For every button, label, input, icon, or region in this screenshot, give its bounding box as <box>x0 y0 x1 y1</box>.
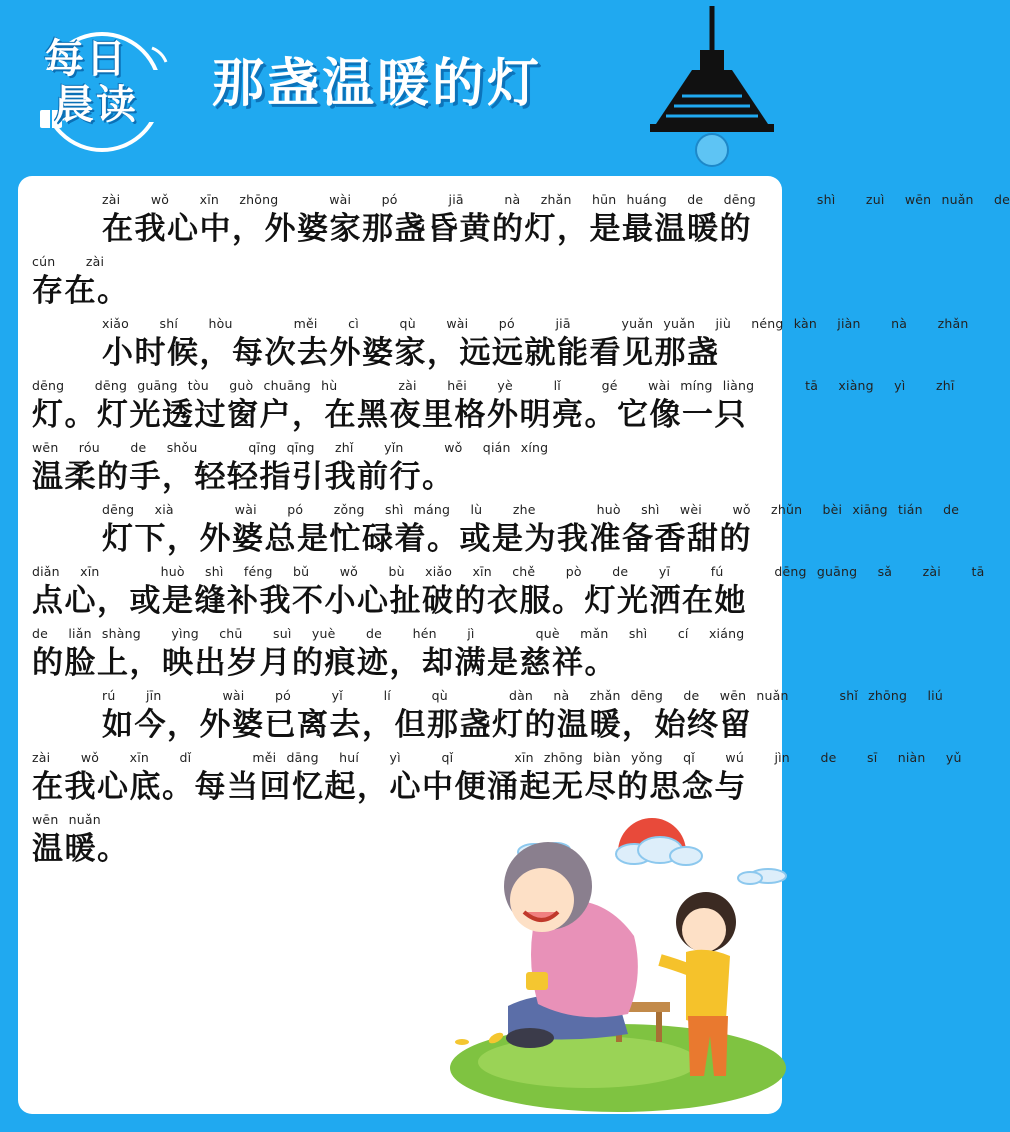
hanzi-line: 温暖。 <box>32 831 130 867</box>
content-card <box>18 176 1010 1114</box>
pinyin-line: de liǎn shàng yìng chū suì yuè de hén jì què mǎn shì cí xiáng <box>32 626 745 641</box>
pinyin-line: zài wǒ xīn dǐ měi dāng huí yì qǐ xīn zhōng biàn yǒng qǐ wú jìn de sī niàn yǔ <box>32 750 962 765</box>
text-line <box>32 680 943 743</box>
pinyin-line: wēn róu de shǒu qīng qīng zhǐ yǐn wǒ qián xíng <box>32 440 549 455</box>
pinyin-line: rú jīn wài pó yǐ lí qù dàn nà zhǎn dēng de wēn nuǎn shǐ zhōng liú <box>102 688 943 703</box>
badge-text <box>44 36 184 128</box>
hanzi-line: 存在。 <box>32 273 130 309</box>
text-line <box>32 370 955 433</box>
hanzi-line: 灯下，外婆总是忙碌着。或是为我准备香甜的 <box>102 521 752 557</box>
text-line <box>32 742 962 805</box>
text-line <box>32 556 985 619</box>
page-title: 那盏温暖的灯 <box>212 54 543 114</box>
hanzi-line: 点心，或是缝补我不小心扯破的衣服。灯光洒在她 <box>32 583 747 619</box>
badge-line-2: 晨读 <box>54 82 138 128</box>
pinyin-line: wēn nuǎn <box>32 812 101 827</box>
hanzi-line: 小时候，每次去外婆家，远远就能看见那盏 <box>102 335 720 371</box>
pinyin-line: cún zài <box>32 254 105 269</box>
hanging-lamp-icon <box>640 6 780 166</box>
hanzi-line: 灯。灯光透过窗户，在黑夜里格外明亮。它像一只 <box>32 397 747 433</box>
pinyin-line: dēng dēng guāng tòu guò chuāng hù zài hēi yè lǐ gé wài míng liàng tā xiàng yì zhī <box>32 378 955 393</box>
daily-reading-badge <box>34 30 184 160</box>
badge-line-1: 每日 <box>44 36 128 82</box>
pinyin-line: dēng xià wài pó zǒng shì máng lù zhe huò shì wèi wǒ zhǔn bèi xiāng tián de <box>102 502 960 517</box>
grandma-and-child-illustration <box>438 806 782 1116</box>
text-line <box>32 618 772 680</box>
hanzi-line: 温柔的手，轻轻指引我前行。 <box>32 459 455 495</box>
text-line <box>32 494 960 557</box>
reading-text <box>32 184 1010 867</box>
hanzi-line: 在我心中，外婆家那盏昏黄的灯，是最温暖的 <box>102 211 752 247</box>
text-line <box>32 308 969 371</box>
pinyin-line: zài wǒ xīn zhōng wài pó jiā nà zhǎn hūn huáng de dēng shì zuì wēn nuǎn de <box>102 192 1010 207</box>
text-line <box>32 246 772 308</box>
hanzi-line: 在我心底。每当回忆起，心中便涌起无尽的思念与 <box>32 769 747 805</box>
text-line <box>32 184 1010 247</box>
hanzi-line: 如今，外婆已离去，但那盏灯的温暖，始终留 <box>102 707 752 743</box>
pinyin-line: xiǎo shí hòu měi cì qù wài pó jiā yuǎn yuǎn jiù néng kàn jiàn nà zhǎn <box>102 316 969 331</box>
pinyin-line: diǎn xīn huò shì féng bǔ wǒ bù xiǎo xīn chě pò de yī fú dēng guāng sǎ zài tā <box>32 564 985 579</box>
hanzi-line: 的脸上，映出岁月的痕迹，却满是慈祥。 <box>32 645 617 681</box>
text-line <box>32 432 772 494</box>
